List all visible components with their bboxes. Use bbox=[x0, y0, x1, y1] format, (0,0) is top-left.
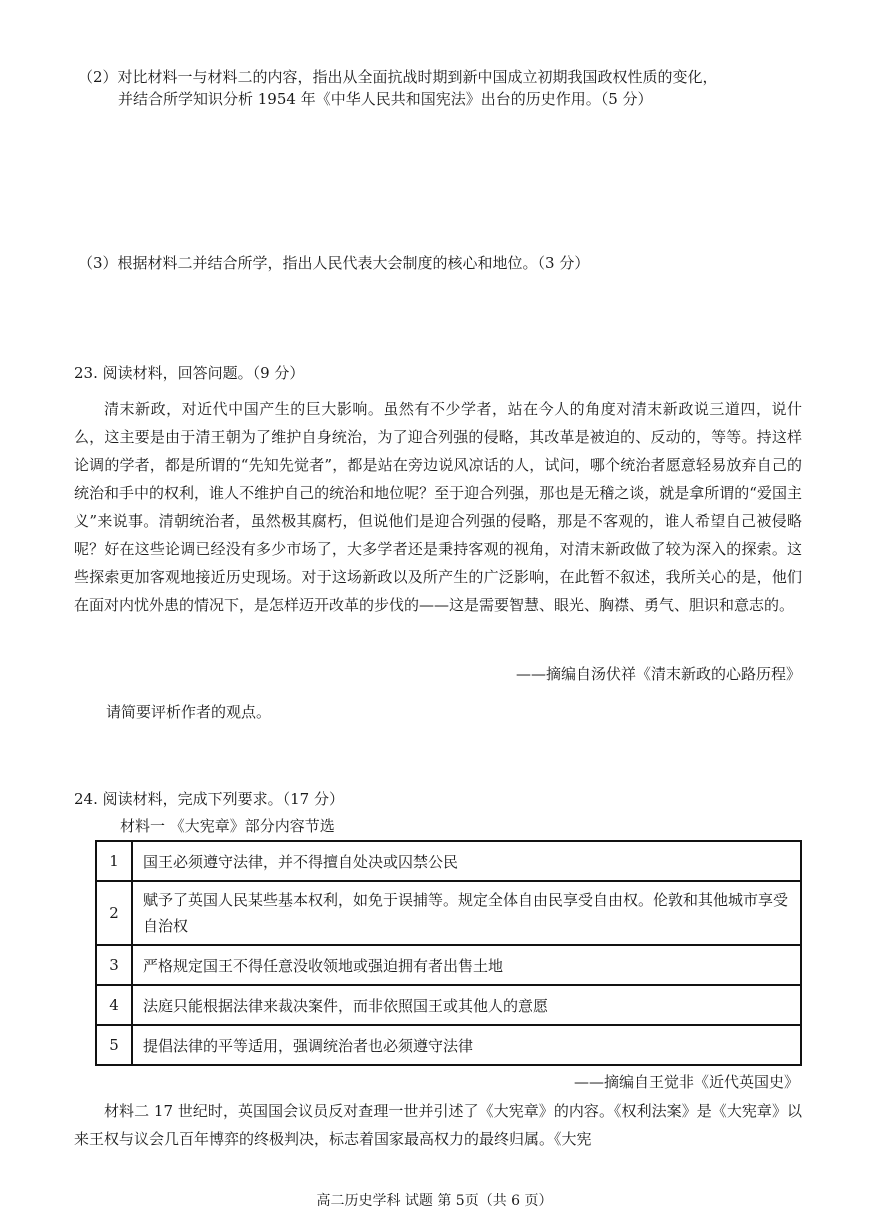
row-text: 严格规定国王不得任意没收领地或强迫拥有者出售土地 bbox=[132, 945, 801, 985]
row-number: 4 bbox=[96, 985, 132, 1025]
row-number: 3 bbox=[96, 945, 132, 985]
row-text: 法庭只能根据法律来裁决案件，而非依照国王或其他人的意愿 bbox=[132, 985, 801, 1025]
question-24-title: 24. 阅读材料，完成下列要求。（17 分） bbox=[74, 790, 344, 808]
row-text: 赋予了英国人民某些基本权利，如免于误捕等。规定全体自由民享受自由权。伦敦和其他城市享受自治权 bbox=[132, 881, 801, 945]
question-22-part-2 bbox=[78, 66, 818, 110]
material-2-text: 材料二 17 世纪时，英国国会议员反对查理一世并引述了《大宪章》的内容。《权利法案》是《大宪章》以来王权与议会几百年博弈的终极判决，标志着国家最高权力的最终归属。《大宪 bbox=[74, 1102, 802, 1148]
row-text: 国王必须遵守法律，并不得擅自处决或囚禁公民 bbox=[132, 841, 801, 881]
table-row bbox=[96, 945, 801, 985]
row-number: 2 bbox=[96, 881, 132, 945]
material-1-source: ——摘编自王觉非《近代英国史》 bbox=[573, 1073, 799, 1091]
row-text: 提倡法律的平等适用，强调统治者也必须遵守法律 bbox=[132, 1025, 801, 1065]
question-23-source: ——摘编自汤伏祥《清末新政的心路历程》 bbox=[515, 665, 801, 683]
magna-carta-table bbox=[95, 840, 802, 1066]
table-row bbox=[96, 985, 801, 1025]
q22-part2-line1: （2）对比材料一与材料二的内容，指出从全面抗战时期到新中国成立初期我国政权性质的变化， bbox=[78, 68, 718, 86]
passage-text: 清末新政，对近代中国产生的巨大影响。虽然有不少学者，站在今人的角度对清末新政说三道四，说什么，这主要是由于清王朝为了维护自身统治，为了迎合列强的侵略，其改革是被迫的、反动的，等等。持这样论调的学者，都是所谓的“先知先觉者”，都是站在旁边说风凉话的人，试问，哪个统治者愿意轻易放弃自己的统治和手中的权利，谁人不维护自己的统治和地位呢？至于迎合列强，那也是无稽之谈，就是拿所谓的“爱国主义”来说事。清朝统治者，虽然极其腐朽，但说他们是迎合列强的侵略，那是不客观的，谁人希望自己被侵略呢？好在这些论调已经没有多少市场了，大多学者还是秉持客观的视角，对清末新政做了较为深入的探索。这些探索更加客观地接近历史现场。对于这场新政以及所产生的广泛影响，在此暂不叙述，我所关心的是，他们在面对内忧外患的情况下，是怎样迈开改革的步伐的——这是需要智慧、眼光、胸襟、勇气、胆识和意志的。 bbox=[74, 400, 802, 614]
question-22-part-3: （3）根据材料二并结合所学，指出人民代表大会制度的核心和地位。（3 分） bbox=[78, 254, 590, 272]
page-footer: 高二历史学科 试题 第 5页（共 6 页） bbox=[316, 1193, 553, 1209]
table-row bbox=[96, 881, 801, 945]
question-23-passage bbox=[74, 395, 802, 619]
question-23-title: 23. 阅读材料，回答问题。（9 分） bbox=[74, 364, 305, 382]
table-row bbox=[96, 1025, 801, 1065]
row-number: 5 bbox=[96, 1025, 132, 1065]
question-23-ask: 请简要评析作者的观点。 bbox=[106, 703, 272, 721]
table-row bbox=[96, 841, 801, 881]
q22-part2-line2: 并结合所学知识分析 1954 年《中华人民共和国宪法》出台的历史作用。（5 分） bbox=[118, 90, 653, 108]
material-2 bbox=[74, 1097, 802, 1153]
row-number: 1 bbox=[96, 841, 132, 881]
material-1-title: 材料一 《大宪章》部分内容节选 bbox=[120, 817, 335, 835]
